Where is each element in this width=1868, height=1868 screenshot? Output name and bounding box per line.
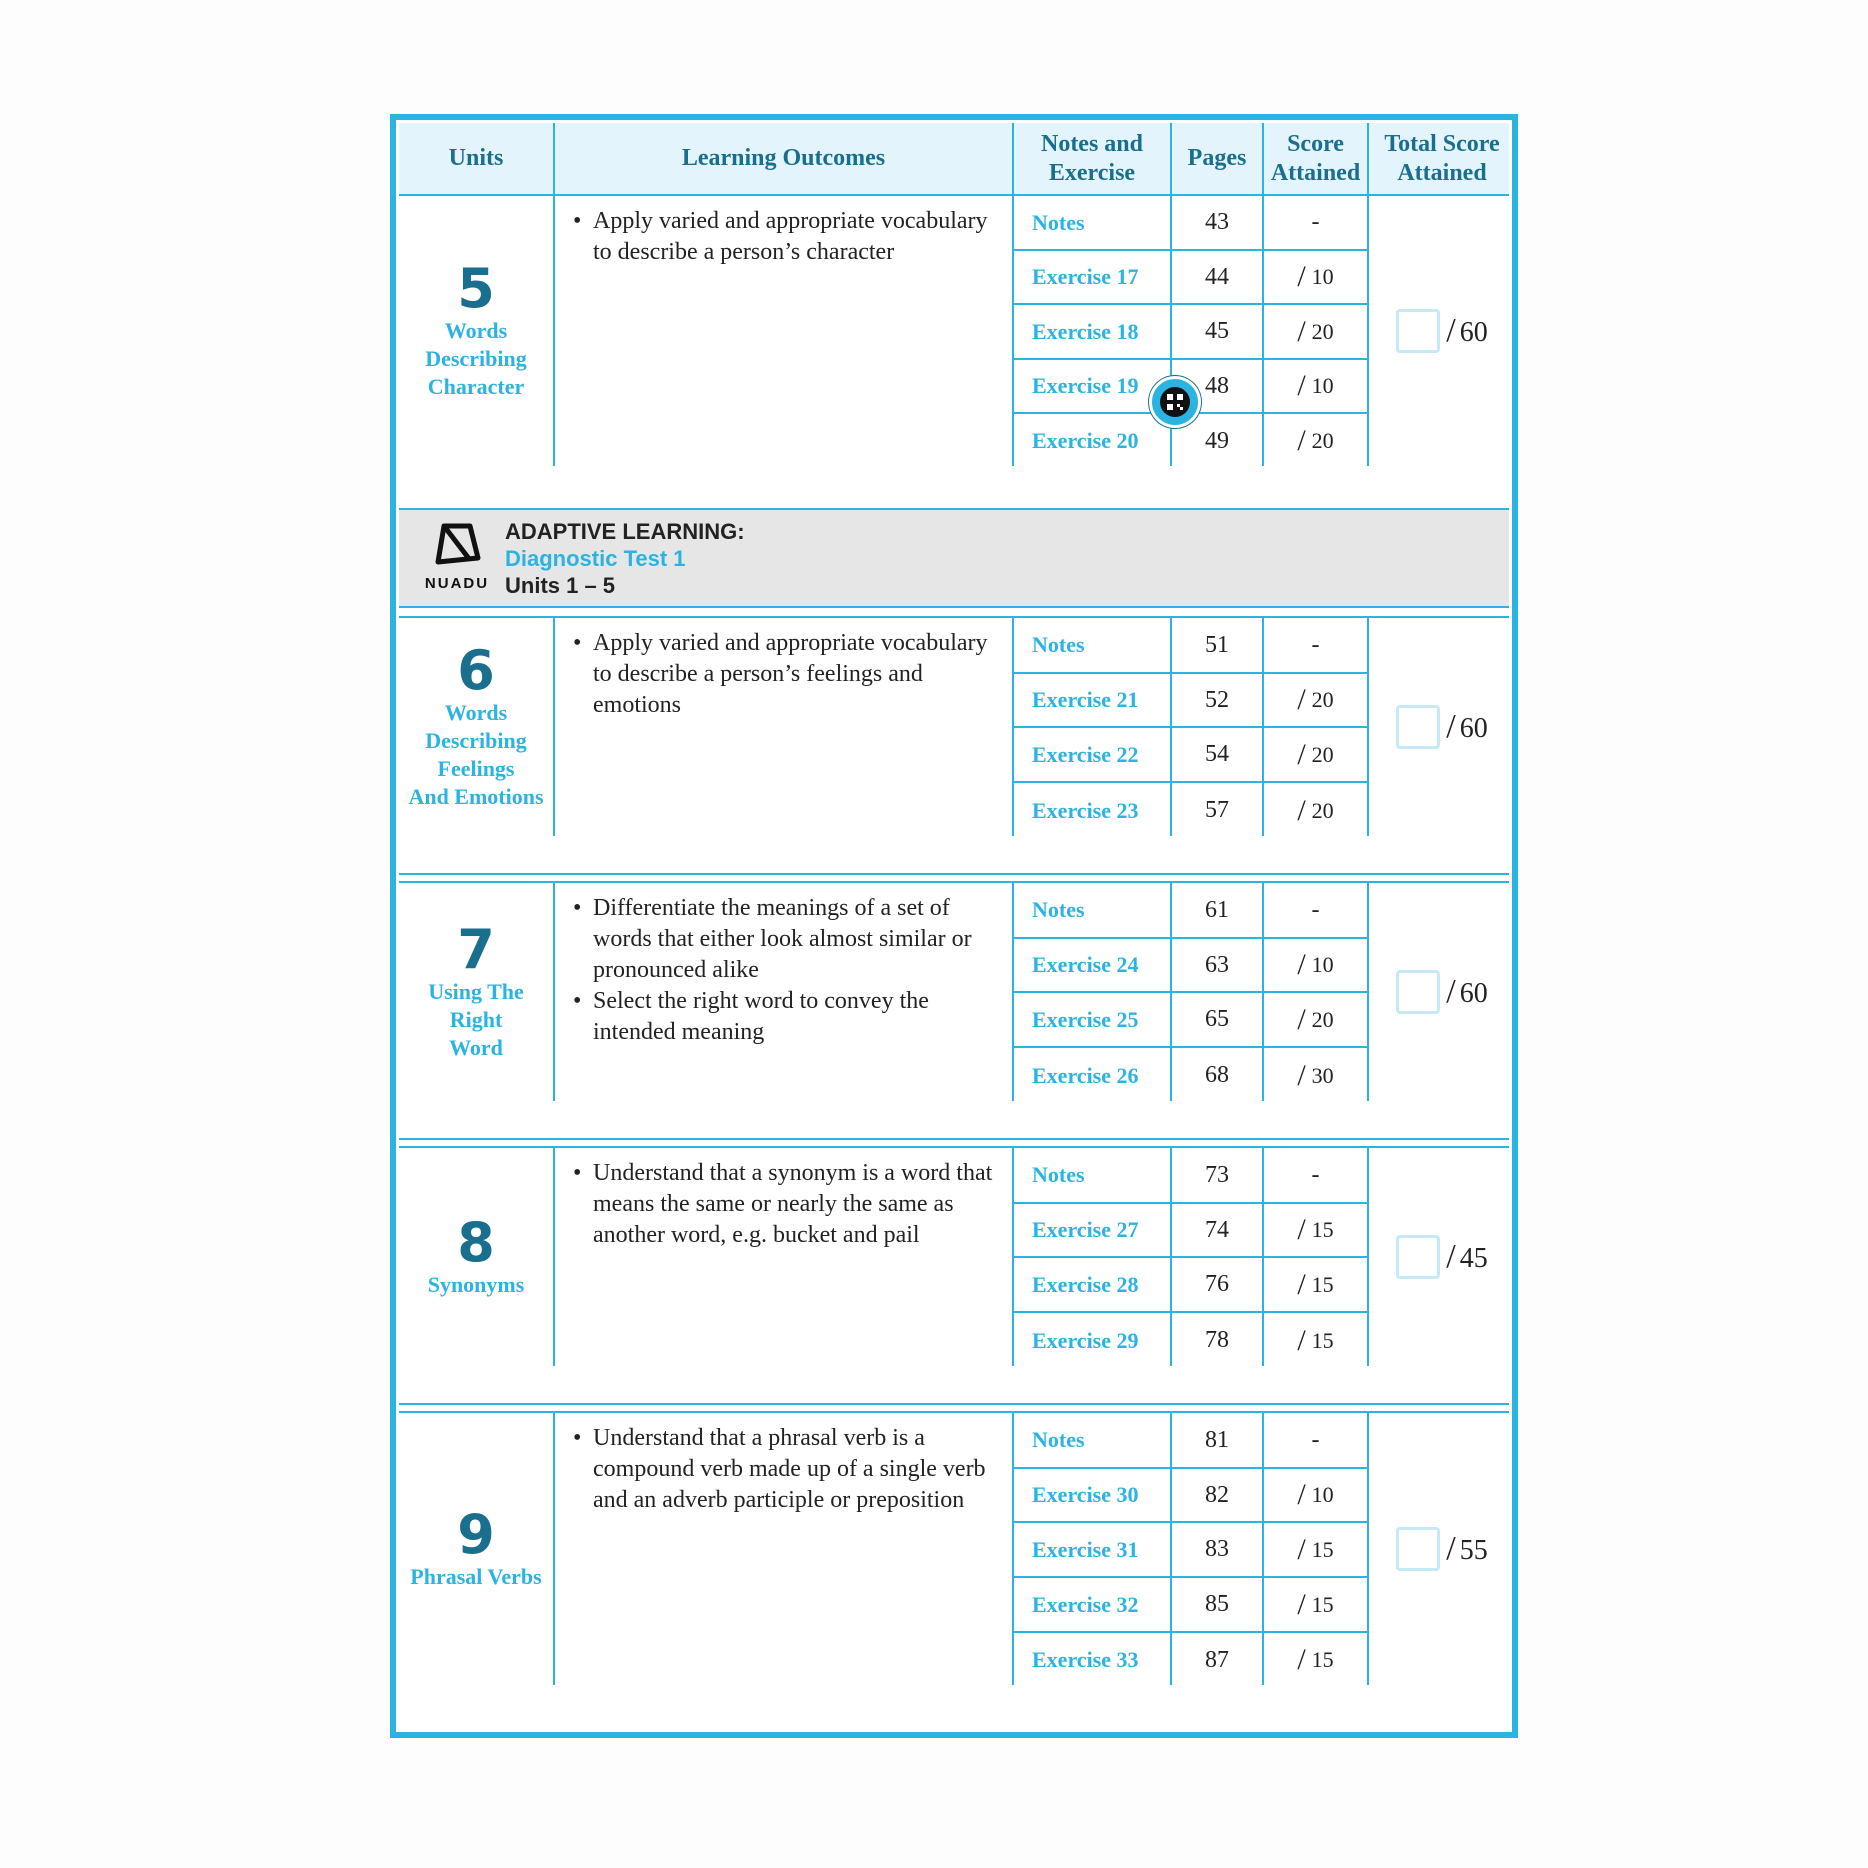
score-max: 20 [1311, 741, 1334, 767]
total-score-max [1446, 1530, 1487, 1568]
notes-column [1014, 618, 1172, 836]
header-total-score: Total Score Attained [1384, 130, 1500, 186]
exercise-link[interactable]: Exercise 33 [1032, 1647, 1139, 1672]
learning-outcome: • Apply varied and appropriate vocabulary to describe a person’s feelings and emotions [573, 628, 1000, 721]
notes-link[interactable]: Notes [1032, 209, 1085, 235]
score-max: 10 [1311, 952, 1334, 977]
total-value: 45 [1459, 1243, 1488, 1274]
score-value [1264, 424, 1367, 458]
section-separator [399, 873, 1509, 883]
nuadu-brand: NUADU [424, 575, 490, 592]
notes-cell[interactable] [1014, 414, 1170, 468]
score-cell[interactable] [1264, 939, 1367, 993]
score-max: 10 [1311, 264, 1334, 289]
score-cell[interactable] [1264, 1204, 1367, 1258]
learning-outcomes-cell [555, 196, 1014, 466]
score-slash: / [1297, 1323, 1306, 1357]
notes-column [1014, 196, 1172, 466]
qr-code-glyph [1160, 387, 1190, 417]
page-cell [1172, 1204, 1262, 1258]
score-cell[interactable] [1264, 1258, 1367, 1313]
section-separator [399, 1403, 1509, 1413]
score-max: 20 [1311, 687, 1334, 712]
page-number: 43 [1205, 209, 1229, 235]
score-column [1264, 618, 1369, 836]
score-cell[interactable] [1264, 1413, 1367, 1469]
score-slash: / [1297, 424, 1306, 457]
unit-number: 8 [457, 1211, 495, 1274]
page-number: 74 [1205, 1216, 1229, 1243]
score-slash: / [1297, 1532, 1306, 1566]
total-score-cell [1369, 618, 1515, 836]
diagnostic-test-link[interactable]: Diagnostic Test 1 [505, 546, 686, 571]
total-score-cell [1369, 883, 1515, 1101]
page-cell [1172, 783, 1262, 838]
page-cell [1172, 1469, 1262, 1523]
exercise-link[interactable]: Exercise 21 [1032, 687, 1139, 712]
exercise-link[interactable]: Exercise 28 [1032, 1271, 1139, 1297]
score-slash: / [1297, 1587, 1306, 1621]
notes-link[interactable]: Notes [1032, 1162, 1085, 1187]
learning-outcome: • Select the right word to convey the intended meaning [573, 986, 1000, 1048]
page-cell [1172, 1148, 1262, 1204]
total-score-cell [1369, 1413, 1515, 1685]
notes-cell[interactable] [1014, 939, 1170, 993]
notes-cell[interactable] [1014, 618, 1170, 674]
score-max: 15 [1311, 1647, 1334, 1672]
nuadu-logo [417, 520, 497, 592]
notes-link[interactable]: Notes [1032, 897, 1085, 922]
learning-outcomes-list [573, 206, 1000, 268]
exercise-link[interactable]: Exercise 22 [1032, 741, 1139, 767]
unit-cell [399, 618, 555, 836]
page-number: 76 [1205, 1271, 1229, 1297]
notes-cell[interactable] [1014, 1413, 1170, 1469]
notes-cell[interactable] [1014, 883, 1170, 939]
learning-outcome: • Understand that a phrasal verb is a compound verb made up of a single verb and an adverb participle or preposition [573, 1423, 1000, 1516]
exercise-link[interactable]: Exercise 27 [1032, 1217, 1139, 1242]
total-slash: / [1446, 973, 1456, 1010]
score-cell[interactable] [1264, 674, 1367, 728]
exercise-link[interactable]: Exercise 24 [1032, 952, 1139, 977]
score-slash: / [1297, 793, 1306, 827]
total-score-max [1446, 973, 1487, 1011]
page-number: 81 [1205, 1426, 1229, 1453]
page-number: 61 [1205, 896, 1229, 923]
notes-column [1014, 1148, 1172, 1366]
pages-column [1172, 1148, 1264, 1366]
score-cell[interactable] [1264, 993, 1367, 1048]
pages-column [1172, 883, 1264, 1101]
exercise-link[interactable]: Exercise 18 [1032, 318, 1139, 344]
page-number: 87 [1205, 1646, 1229, 1673]
total-slash: / [1446, 1238, 1456, 1275]
score-cell[interactable] [1264, 1313, 1367, 1368]
page-cell [1172, 1048, 1262, 1103]
page-cell [1172, 618, 1262, 674]
score-max: 20 [1311, 797, 1334, 823]
score-value [1264, 1324, 1367, 1358]
total-score-input[interactable] [1396, 1235, 1440, 1279]
score-value [1264, 1533, 1367, 1567]
score-slash: / [1297, 260, 1306, 293]
header-score-attained: Score Attained [1264, 123, 1369, 194]
page-cell [1172, 1413, 1262, 1469]
score-cell[interactable] [1264, 360, 1367, 414]
progress-table [390, 114, 1518, 1738]
score-cell[interactable] [1264, 196, 1367, 251]
adaptive-learning-banner [399, 508, 1509, 608]
page-number: 63 [1205, 951, 1229, 978]
notes-cell[interactable] [1014, 1469, 1170, 1523]
score-slash: / [1297, 1267, 1306, 1301]
exercise-link[interactable]: Exercise 29 [1032, 1327, 1139, 1353]
page-number: 82 [1205, 1481, 1229, 1508]
exercise-link[interactable]: Exercise 31 [1032, 1536, 1139, 1562]
score-cell[interactable] [1264, 414, 1367, 468]
exercise-link[interactable]: Exercise 17 [1032, 264, 1139, 289]
adaptive-title: ADAPTIVE LEARNING: [505, 519, 745, 544]
page-number: 44 [1205, 263, 1229, 290]
unit-cell [399, 883, 555, 1101]
page-number: 85 [1205, 1591, 1229, 1617]
notes-cell[interactable] [1014, 1633, 1170, 1687]
score-max: 10 [1311, 1482, 1334, 1507]
score-max: 15 [1311, 1591, 1334, 1617]
score-value [1264, 315, 1367, 349]
total-score-max [1446, 312, 1487, 350]
score-column [1264, 1413, 1369, 1685]
score-column [1264, 1148, 1369, 1366]
page-number: 78 [1205, 1327, 1229, 1353]
notes-cell[interactable] [1014, 251, 1170, 305]
unit-number: 7 [457, 918, 495, 981]
score-cell[interactable] [1264, 728, 1367, 783]
score-max: 15 [1311, 1536, 1334, 1562]
page-number: 57 [1205, 797, 1229, 823]
page-cell [1172, 993, 1262, 1048]
table-header [399, 123, 1509, 194]
score-slash: / [1297, 948, 1306, 981]
score-slash: / [1297, 1478, 1306, 1511]
page-cell [1172, 674, 1262, 728]
page-cell [1172, 251, 1262, 305]
total-value: 60 [1459, 713, 1488, 744]
total-score-cell [1369, 196, 1515, 466]
page-number: 51 [1205, 631, 1229, 658]
notes-cell[interactable] [1014, 1048, 1170, 1103]
notes-cell[interactable] [1014, 1313, 1170, 1368]
exercise-link[interactable]: Exercise 20 [1032, 428, 1139, 453]
table-body [399, 123, 1509, 1729]
notes-cell[interactable] [1014, 728, 1170, 783]
score-slash: / [1297, 369, 1306, 402]
score-max: 20 [1311, 428, 1334, 453]
unit-section-6 [399, 616, 1509, 836]
page-number: 45 [1205, 318, 1229, 344]
exercise-link[interactable]: Exercise 26 [1032, 1062, 1139, 1088]
unit-title: Words Describing Character [425, 318, 527, 399]
unit-cell [399, 1148, 555, 1366]
header-pages: Pages [1172, 123, 1264, 194]
score-value [1264, 1213, 1367, 1247]
score-value [1264, 1059, 1367, 1093]
qr-code-icon[interactable] [1149, 376, 1201, 428]
page-number: 49 [1205, 427, 1229, 454]
learning-outcomes-cell [555, 1148, 1014, 1366]
score-slash: / [1297, 1643, 1306, 1676]
score-cell[interactable] [1264, 1523, 1367, 1578]
learning-outcomes-list [573, 1423, 1000, 1516]
notes-cell[interactable] [1014, 360, 1170, 414]
total-slash: / [1446, 312, 1456, 349]
score-slash: / [1297, 314, 1306, 348]
unit-section-9 [399, 1411, 1509, 1685]
notes-column [1014, 883, 1172, 1101]
exercise-link[interactable]: Exercise 32 [1032, 1591, 1139, 1617]
score-cell[interactable] [1264, 1148, 1367, 1204]
notes-cell[interactable] [1014, 783, 1170, 838]
learning-outcomes-cell [555, 1413, 1014, 1685]
score-cell[interactable] [1264, 1633, 1367, 1687]
score-column [1264, 883, 1369, 1101]
unit-number: 9 [457, 1503, 495, 1566]
notes-cell[interactable] [1014, 1578, 1170, 1633]
notes-column [1014, 1413, 1172, 1685]
score-value [1264, 1268, 1367, 1302]
notes-cell[interactable] [1014, 993, 1170, 1048]
score-max: 20 [1311, 318, 1334, 344]
page-number: 48 [1205, 372, 1229, 399]
score-max: 15 [1311, 1271, 1334, 1297]
unit-section-7 [399, 881, 1509, 1101]
score-value: - [1311, 631, 1320, 658]
page-number: 73 [1205, 1161, 1229, 1188]
page-cell [1172, 1523, 1262, 1578]
unit-title: Synonyms [427, 1272, 525, 1297]
score-slash: / [1297, 1002, 1306, 1036]
total-score-input[interactable] [1396, 970, 1440, 1014]
score-value: - [1311, 896, 1320, 923]
unit-section-5 [399, 194, 1509, 466]
page-cell [1172, 1258, 1262, 1313]
unit-title: Words Describing Feelings And Emotions [408, 700, 544, 809]
page-number: 54 [1205, 741, 1229, 767]
score-cell[interactable] [1264, 618, 1367, 674]
score-value [1264, 1588, 1367, 1622]
score-cell[interactable] [1264, 305, 1367, 360]
learning-outcomes-list [573, 1158, 1000, 1251]
header-units: Units [399, 123, 555, 194]
header-notes-exercise: Notes and Exercise [1014, 123, 1172, 194]
score-value [1264, 1003, 1367, 1037]
score-value [1264, 1643, 1367, 1677]
notes-cell[interactable] [1014, 196, 1170, 251]
total-value: 60 [1459, 978, 1488, 1009]
score-slash: / [1297, 1058, 1306, 1092]
score-value [1264, 948, 1367, 982]
total-value: 60 [1459, 317, 1488, 348]
learning-outcomes-list [573, 893, 1000, 1048]
page-number: 65 [1205, 1006, 1229, 1032]
page-cell [1172, 1633, 1262, 1687]
header-learning-outcomes: Learning Outcomes [555, 123, 1014, 194]
score-value [1264, 683, 1367, 717]
page-cell [1172, 1578, 1262, 1633]
learning-outcome: • Apply varied and appropriate vocabulary to describe a person’s character [573, 206, 1000, 268]
notes-cell[interactable] [1014, 1258, 1170, 1313]
score-max: 15 [1311, 1327, 1334, 1353]
pages-column [1172, 618, 1264, 836]
score-value: - [1311, 209, 1320, 235]
notes-cell[interactable] [1014, 1204, 1170, 1258]
unit-section-8 [399, 1146, 1509, 1366]
exercise-link[interactable]: Exercise 23 [1032, 797, 1139, 823]
score-cell[interactable] [1264, 1048, 1367, 1103]
score-max: 20 [1311, 1006, 1334, 1032]
score-value [1264, 794, 1367, 828]
total-score-cell [1369, 1148, 1515, 1366]
total-score-max [1446, 708, 1487, 746]
learning-outcomes-list [573, 628, 1000, 721]
unit-cell [399, 196, 555, 466]
learning-outcomes-cell [555, 883, 1014, 1101]
page-number: 68 [1205, 1062, 1229, 1088]
score-cell[interactable] [1264, 1469, 1367, 1523]
score-cell[interactable] [1264, 251, 1367, 305]
page-cell [1172, 196, 1262, 251]
notes-cell[interactable] [1014, 1148, 1170, 1204]
page-cell [1172, 939, 1262, 993]
unit-title: Phrasal Verbs [410, 1564, 542, 1589]
page-cell [1172, 728, 1262, 783]
page-cell [1172, 305, 1262, 360]
unit-cell [399, 1413, 555, 1685]
pages-column [1172, 1413, 1264, 1685]
notes-link[interactable]: Notes [1032, 1427, 1085, 1452]
nuadu-icon [430, 520, 484, 568]
page-cell [1172, 1313, 1262, 1368]
score-max: 10 [1311, 373, 1334, 398]
page-number: 52 [1205, 686, 1229, 713]
unit-number: 6 [457, 639, 495, 702]
score-value [1264, 260, 1367, 294]
learning-outcomes-cell [555, 618, 1014, 836]
score-value [1264, 738, 1367, 772]
score-slash: / [1297, 683, 1306, 716]
page-number: 83 [1205, 1536, 1229, 1562]
total-score-input[interactable] [1396, 1527, 1440, 1571]
total-score-input[interactable] [1396, 705, 1440, 749]
unit-number: 5 [457, 257, 495, 320]
score-value: - [1311, 1161, 1320, 1188]
exercise-link[interactable]: Exercise 30 [1032, 1482, 1139, 1507]
score-cell[interactable] [1264, 783, 1367, 838]
page-cell [1172, 883, 1262, 939]
score-slash: / [1297, 737, 1306, 771]
total-score-max [1446, 1238, 1487, 1276]
score-value [1264, 1478, 1367, 1512]
total-value: 55 [1459, 1535, 1488, 1566]
total-score-input[interactable] [1396, 309, 1440, 353]
total-slash: / [1446, 708, 1456, 745]
notes-cell[interactable] [1014, 305, 1170, 360]
notes-cell[interactable] [1014, 1523, 1170, 1578]
adaptive-text [505, 518, 745, 599]
unit-title: Using The Right Word [428, 979, 524, 1060]
adaptive-units: Units 1 – 5 [505, 573, 616, 598]
score-value [1264, 369, 1367, 403]
learning-outcome: • Differentiate the meanings of a set of words that either look almost similar or pronounced alike [573, 893, 1000, 986]
notes-link[interactable]: Notes [1032, 632, 1085, 657]
score-slash: / [1297, 1213, 1306, 1246]
notes-cell[interactable] [1014, 674, 1170, 728]
exercise-link[interactable]: Exercise 25 [1032, 1006, 1139, 1032]
exercise-link[interactable]: Exercise 19 [1032, 373, 1139, 398]
score-column [1264, 196, 1369, 466]
score-max: 30 [1311, 1062, 1334, 1088]
total-slash: / [1446, 1530, 1456, 1567]
score-max: 15 [1311, 1217, 1334, 1242]
score-cell[interactable] [1264, 1578, 1367, 1633]
score-cell[interactable] [1264, 883, 1367, 939]
section-separator [399, 1138, 1509, 1148]
learning-outcome: • Understand that a synonym is a word that means the same or nearly the same as another word, e.g. bucket and pail [573, 1158, 1000, 1251]
score-value: - [1311, 1426, 1320, 1453]
